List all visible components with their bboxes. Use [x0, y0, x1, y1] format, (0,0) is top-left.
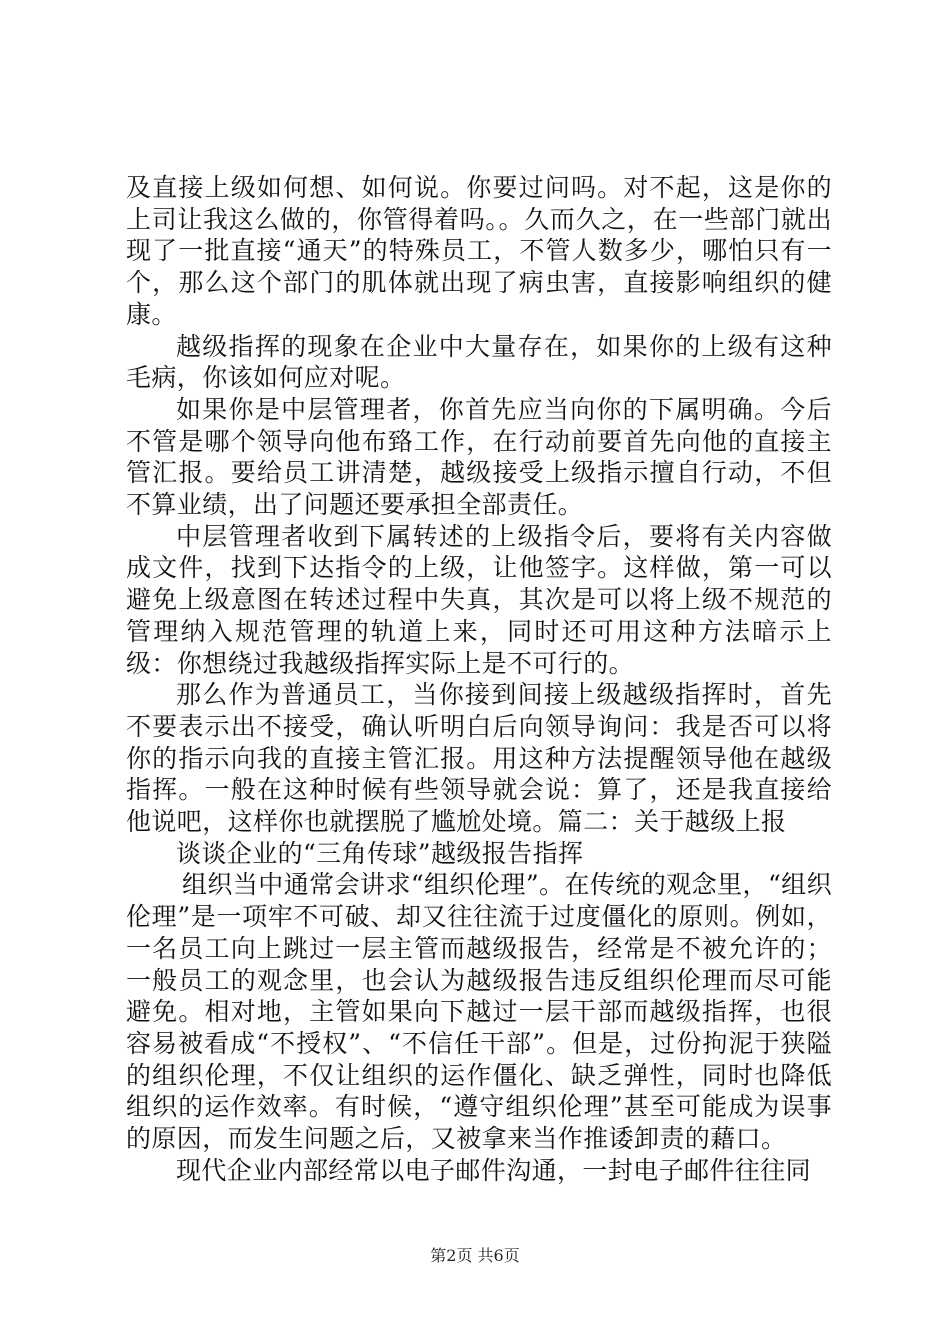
paragraph-7: 现代企业内部经常以电子邮件沟通，一封电子邮件往往同 [176, 1155, 812, 1185]
paragraph-1: 及直接上级如何想、如何说。你要过问吗。对不起，这是你的上司让我这么做的，你管得着吗。。久而久之，在一些部门就出现了一批直接“通天”的特殊员工，不管人数多少，哪怕只有一个，那么这个部门的肌体就出现了病虫害，直接影响组织的健康。 [126, 173, 832, 329]
page-number: 第2页 共6页 [430, 1246, 520, 1265]
paragraph-5: 那么作为普通员工，当你接到间接上级越级指挥时，首先不要表示出不接受，确认听明白后向领导询问：我是否可以将你的指示向我的直接主管汇报。用这种方法提醒领导他在越级指挥。一般在这种时候有些领导就会说：算了，还是我直接给他说吧，这样你也就摆脱了尴尬处境。篇二：关于越级上报 [126, 680, 832, 837]
paragraph-6: 组织当中通常会讲求“组织伦理”。在传统的观念里，“组织伦理”是一项牢不可破、却又往往流于过度僵化的原则。例如，一名员工向上跳过一层主管而越级报告，经常是不被允许的；一般员工的观念里，也会认为越级报告违反组织伦理而尽可能避免。相对地，主管如果向下越过一层干部而越级指挥，也很容易被看成“不授权”、“不信任干部”。但是，过份拘泥于狭隘的组织伦理，不仅让组织的运作僵化、缺乏弹性，同时也降低组织的运作效率。有时候，“遵守组织伦理”甚至可能成为误事的原因，而发生问题之后，又被拿来当作推诿卸责的藉口。 [126, 870, 832, 1154]
section-heading: 谈谈企业的“三角传球”越级报告指挥 [176, 838, 584, 868]
paragraph-4: 中层管理者收到下属转述的上级指令后，要将有关内容做成文件，找到下达指令的上级，让他签字。这样做，第一可以避免上级意图在转述过程中失真，其次是可以将上级不规范的管理纳入规范管理的轨道上来，同时还可用这种方法暗示上级：你想绕过我越级指挥实际上是不可行的。 [126, 521, 832, 678]
paragraph-3: 如果你是中层管理者，你首先应当向你的下属明确。今后不管是哪个领导向他布臵工作，在行动前要首先向他的直接主管汇报。要给员工讲清楚，越级接受上级指示擅自行动，不但不算业绩，出了问题还要承担全部责任。 [126, 394, 832, 520]
document-body [126, 172, 832, 1187]
paragraph-2: 越级指挥的现象在企业中大量存在，如果你的上级有这种毛病，你该如何应对呢。 [126, 331, 832, 393]
